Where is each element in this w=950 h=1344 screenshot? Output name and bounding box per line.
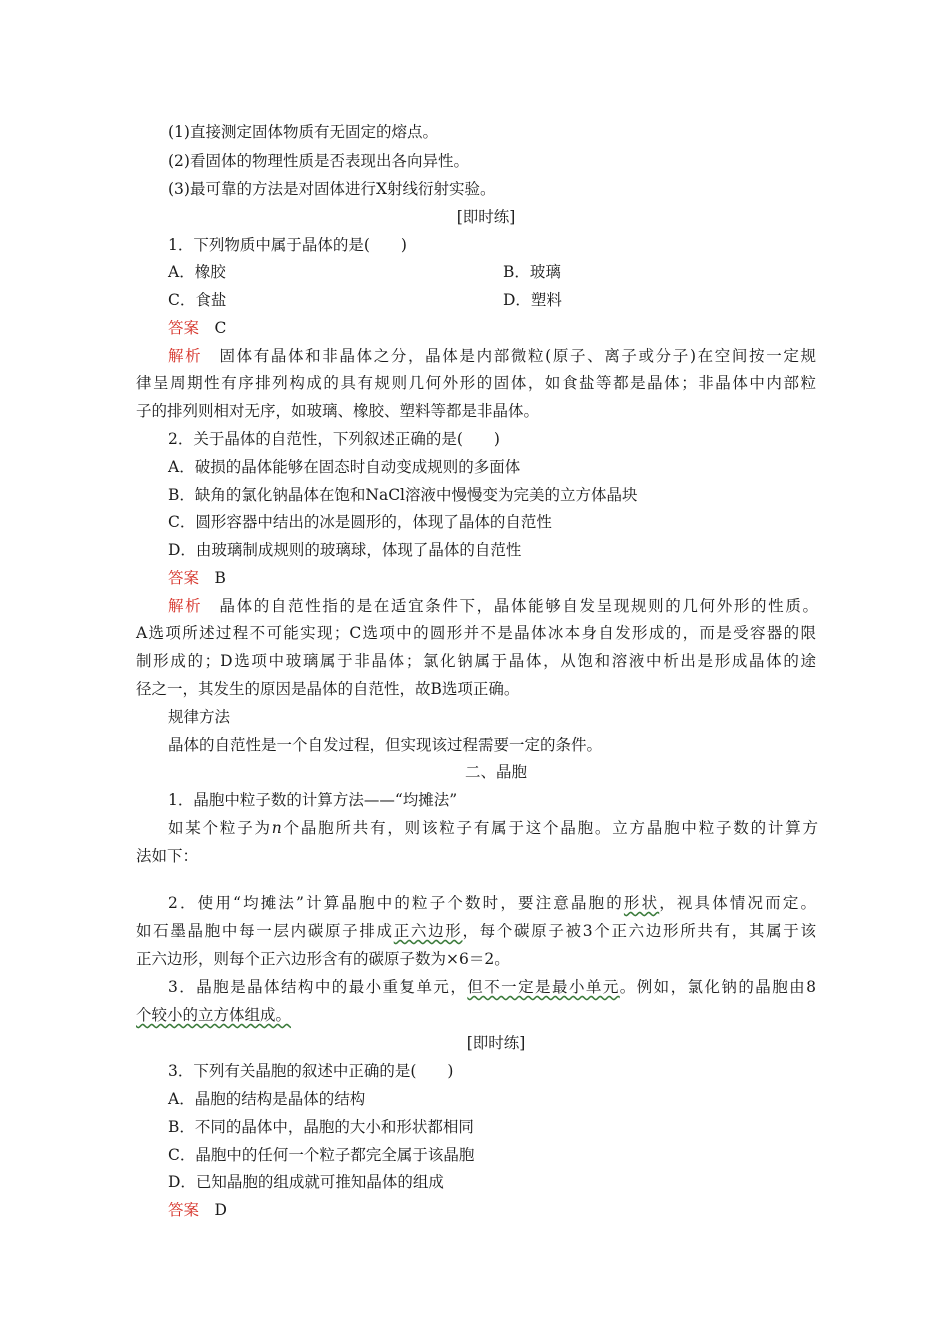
q1-answer <box>168 318 226 338</box>
emphasis-shape: 形状 <box>623 894 660 912</box>
answer-label: 答案 <box>168 569 200 587</box>
section2-p2-line-2: 如石墨晶胞中每一层内碳原子排成正六边形，每个碳原子被3个正六边形所共有，其属于该 <box>136 922 816 940</box>
q2-option-d: D．由玻璃制成规则的玻璃球，体现了晶体的自范性 <box>168 541 522 559</box>
emphasis-not-smallest: 但不一定是最小单元 <box>467 978 620 996</box>
rule-text: 晶体的自范性是一个自发过程，但实现该过程需要一定的条件。 <box>168 736 603 754</box>
answer-label: 答案 <box>168 319 200 337</box>
q2-analysis-line-1: 解析 晶体的自范性指的是在适宜条件下，晶体能够自发呈现规则的几何外形的性质。 <box>168 597 818 615</box>
q2-analysis-line-2: A选项所述过程不可能实现；C选项中的圆形并不是晶体冰本身自发形成的，而是受容器的限 <box>136 624 816 642</box>
method-1: (1)直接测定固体物质有无固定的熔点。 <box>168 123 438 141</box>
section2-p2-line-3: 正六边形，则每个正六边形含有的碳原子数为×6＝2。 <box>136 950 510 968</box>
section2-p3-line-1: 3．晶胞是晶体结构中的最小重复单元，但不一定是最小单元。例如，氯化钠的晶胞由8 <box>168 978 816 996</box>
practice-label-1: [即时练] <box>456 208 516 226</box>
q1-option-d: D．塑料 <box>503 291 562 309</box>
answer-value: D <box>214 1201 227 1219</box>
q3-option-b: B．不同的晶体中，晶胞的大小和形状都相同 <box>168 1118 474 1136</box>
q1-stem: 1．下列物质中属于晶体的是( ) <box>168 236 407 254</box>
method-3: (3)最可靠的方法是对固体进行X射线衍射实验。 <box>168 180 496 198</box>
section2-p1-line-1: 如某个粒子为n个晶胞所共有，则该粒子有属于这个晶胞。立方晶胞中粒子数的计算方 <box>168 819 818 837</box>
q1-analysis-line-1: 解析 固体有晶体和非晶体之分，晶体是内部微粒(原子、离子或分子)在空间按一定规 <box>168 347 816 365</box>
section2-p1-title: 1．晶胞中粒子数的计算方法——“均摊法” <box>168 791 458 809</box>
answer-label: 答案 <box>168 1201 200 1219</box>
q1-option-b: B．玻璃 <box>503 263 561 281</box>
q2-analysis-line-3: 制形成的；D选项中玻璃属于非晶体；氯化钠属于晶体，从饱和溶液中析出是形成晶体的途 <box>136 652 816 670</box>
q2-option-a: A．破损的晶体能够在固态时自动变成规则的多面体 <box>168 458 521 476</box>
answer-value: B <box>214 569 226 587</box>
q2-answer <box>168 568 226 588</box>
section-heading: 二、晶胞 <box>464 763 527 781</box>
analysis-label: 解析 <box>168 347 203 365</box>
q2-stem: 2．关于晶体的自范性，下列叙述正确的是( ) <box>168 430 500 448</box>
q2-analysis-line-4: 径之一，其发生的原因是晶体的自范性，故B选项正确。 <box>136 680 520 698</box>
answer-value: C <box>214 319 227 337</box>
method-2: (2)看固体的物理性质是否表现出各向异性。 <box>168 152 469 170</box>
q3-option-a: A．晶胞的结构是晶体的结构 <box>168 1090 366 1108</box>
section2-p3-line-2: 个较小的立方体组成。 <box>136 1006 292 1024</box>
q1-analysis-line-2: 律呈周期性有序排列构成的具有规则几何外形的固体，如食盐等都是晶体；非晶体中内部粒 <box>136 374 816 392</box>
q3-option-d: D．已知晶胞的组成就可推知晶体的组成 <box>168 1173 444 1191</box>
q2-option-c: C．圆形容器中结出的冰是圆形的，体现了晶体的自范性 <box>168 513 552 531</box>
variable-n: n <box>271 819 282 837</box>
emphasis-hexagon: 正六边形 <box>393 922 463 940</box>
q1-option-c: C．食盐 <box>168 291 227 309</box>
q1-option-a: A．橡胶 <box>168 263 226 281</box>
analysis-label: 解析 <box>168 597 203 615</box>
q3-answer <box>168 1200 227 1220</box>
q3-stem: 3．下列有关晶胞的叙述中正确的是( ) <box>168 1062 454 1080</box>
rule-title: 规律方法 <box>168 708 231 726</box>
section2-p1-line-2: 法如下： <box>136 847 199 865</box>
practice-label-2: [即时练] <box>466 1034 526 1052</box>
q1-analysis-line-3: 子的排列则相对无序，如玻璃、橡胶、塑料等都是非晶体。 <box>136 402 540 420</box>
section2-p2-line-1: 2．使用“均摊法”计算晶胞中的粒子个数时，要注意晶胞的形状，视具体情况而定。 <box>168 894 816 912</box>
q2-option-b: B．缺角的氯化钠晶体在饱和NaCl溶液中慢慢变为完美的立方体晶块 <box>168 486 638 504</box>
q3-option-c: C．晶胞中的任何一个粒子都完全属于该晶胞 <box>168 1146 475 1164</box>
